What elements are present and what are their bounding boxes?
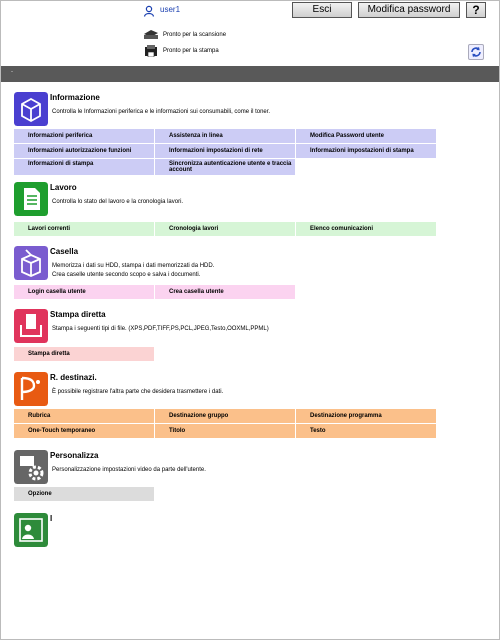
user-icon <box>143 5 155 17</box>
refresh-icon <box>469 45 483 59</box>
link-sync-authentication[interactable]: Sincronizza autenticazione utente e traccia account <box>155 159 295 175</box>
section-description-line: Crea caselle utente secondo scopo e salva i documenti. <box>52 272 201 278</box>
link-grid <box>14 409 436 438</box>
section-description: Controlla lo stato del lavoro e la cronologia lavori. <box>52 199 184 205</box>
direct-print-icon[interactable] <box>14 309 48 343</box>
link-temporary-one-touch[interactable]: One-Touch temporaneo <box>14 424 154 438</box>
link-grid <box>14 487 436 501</box>
printer-icon <box>143 45 159 57</box>
section-description: Personalizzazione impostazioni video da parte dell'utente. <box>52 467 206 473</box>
section-title: Personalizza <box>50 451 99 460</box>
section-title: Casella <box>50 247 79 256</box>
section-title: Lavoro <box>50 183 77 192</box>
menu-bar-text: - <box>11 69 13 75</box>
information-icon[interactable] <box>14 92 48 126</box>
link-network-settings[interactable]: Informazioni impostazioni di rete <box>155 144 295 158</box>
customize-icon[interactable] <box>14 450 48 484</box>
printer-status-text: Pronto per la stampa <box>163 48 219 54</box>
link-text[interactable]: Testo <box>296 424 436 438</box>
box-icon[interactable] <box>14 246 48 280</box>
link-group-destination[interactable]: Destinazione gruppo <box>155 409 295 423</box>
section-description: È possibile registrare l'altra parte che desidera trasmettere i dati. <box>52 389 224 395</box>
link-create-user-box[interactable]: Crea casella utente <box>155 285 295 299</box>
link-program-destination[interactable]: Destinazione programma <box>296 409 436 423</box>
scanner-icon <box>143 29 159 41</box>
printer-status <box>143 44 219 58</box>
change-password-button[interactable]: Modifica password <box>358 2 460 18</box>
scanner-status-text: Pronto per la scansione <box>163 32 227 38</box>
section-title: l <box>50 514 53 523</box>
link-grid <box>14 222 436 236</box>
link-online-help[interactable]: Assistenza in linea <box>155 129 295 143</box>
link-direct-print[interactable]: Stampa diretta <box>14 347 154 361</box>
refresh-button[interactable] <box>468 44 484 60</box>
section-title: Informazione <box>50 93 100 102</box>
help-button[interactable]: ? <box>466 2 486 18</box>
link-device-info[interactable]: Informazioni periferica <box>14 129 154 143</box>
link-option[interactable]: Opzione <box>14 487 154 501</box>
link-subject[interactable]: Titolo <box>155 424 295 438</box>
link-address-book[interactable]: Rubrica <box>14 409 154 423</box>
link-current-jobs[interactable]: Lavori correnti <box>14 222 154 236</box>
link-user-box-login[interactable]: Login casella utente <box>14 285 154 299</box>
link-grid <box>14 285 436 299</box>
user-account-icon[interactable] <box>14 513 48 547</box>
link-function-permissions[interactable]: Informazioni autorizzazione funzioni <box>14 144 154 158</box>
destination-icon[interactable] <box>14 372 48 406</box>
link-job-history[interactable]: Cronologia lavori <box>155 222 295 236</box>
link-change-user-password[interactable]: Modifica Password utente <box>296 129 436 143</box>
section-description: Stampa i seguenti tipi di file. (XPS,PDF,TIFF,PS,PCL,JPEG,Testo,OOXML,PPML) <box>52 326 269 332</box>
scanner-status <box>143 28 226 42</box>
user-name-link[interactable]: user1 <box>160 5 181 14</box>
section-description: Controlla le Informazioni periferica e le informazioni sui consumabili, come il toner. <box>52 109 271 115</box>
link-communication-list[interactable]: Elenco comunicazioni <box>296 222 436 236</box>
section-description <box>52 262 472 280</box>
job-icon[interactable] <box>14 182 48 216</box>
menu-bar <box>1 66 499 82</box>
section-title: R. destinazi. <box>50 373 97 382</box>
logout-button[interactable]: Esci <box>292 2 352 18</box>
link-print-settings[interactable]: Informazioni impostazioni di stampa <box>296 144 436 158</box>
section-description-line: Memorizza i dati su HDD, stampa i dati memorizzati da HDD. <box>52 263 215 269</box>
link-grid <box>14 347 436 361</box>
link-print-info[interactable]: Informazioni di stampa <box>14 159 154 175</box>
section-title: Stampa diretta <box>50 310 106 319</box>
link-grid <box>14 129 436 175</box>
